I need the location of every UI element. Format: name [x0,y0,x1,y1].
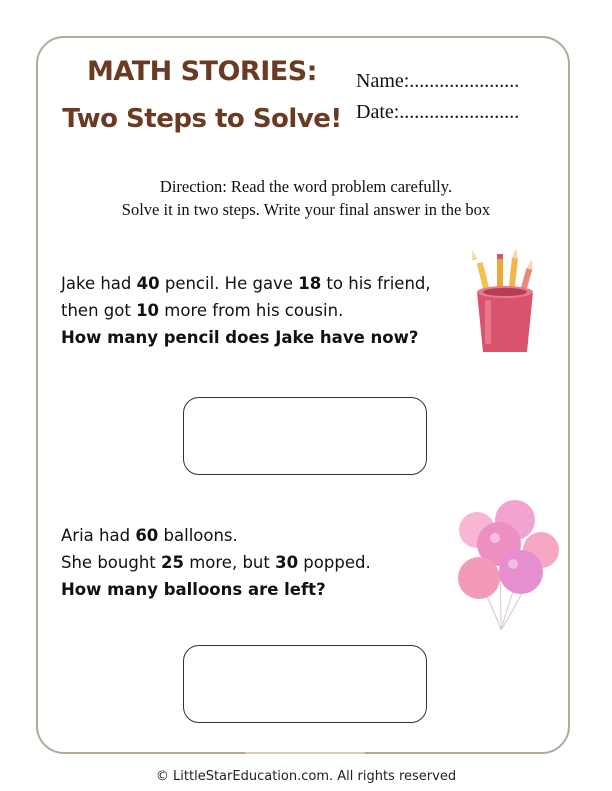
problem-2-line-1: Aria had 60 balloons. [61,526,238,545]
balloons-icon [455,498,559,634]
problem-1-question: How many pencil does Jake have now? [61,328,419,347]
problem-2-line-2: She bought 25 more, but 30 popped. [61,553,371,572]
directions [60,175,552,221]
answer-box-2[interactable] [183,645,427,723]
footer-copyright: © LittleStarEducation.com. All rights reserved [155,769,457,784]
worksheet-subtitle: Two Steps to Solve! [62,104,342,134]
directions-line-1: Direction: Read the word problem carefully. [159,177,453,196]
problem-1-line-1: Jake had 40 pencil. He gave 18 to his friend, [61,274,431,293]
directions-line-2: Solve it in two steps. Write your final answer in the box [121,200,491,219]
worksheet-title: MATH STORIES: [87,56,317,87]
word-problem-2 [61,522,371,603]
word-problem-1 [61,270,431,351]
footer-divider [245,752,365,754]
name-field[interactable]: Name:...................... [356,70,520,92]
problem-1-line-2: then got 10 more from his cousin. [61,301,344,320]
problem-2-question: How many balloons are left? [61,580,326,599]
pencil-cup-icon [465,244,545,356]
answer-box-1[interactable] [183,397,427,475]
date-field[interactable]: Date:........................ [356,101,520,123]
